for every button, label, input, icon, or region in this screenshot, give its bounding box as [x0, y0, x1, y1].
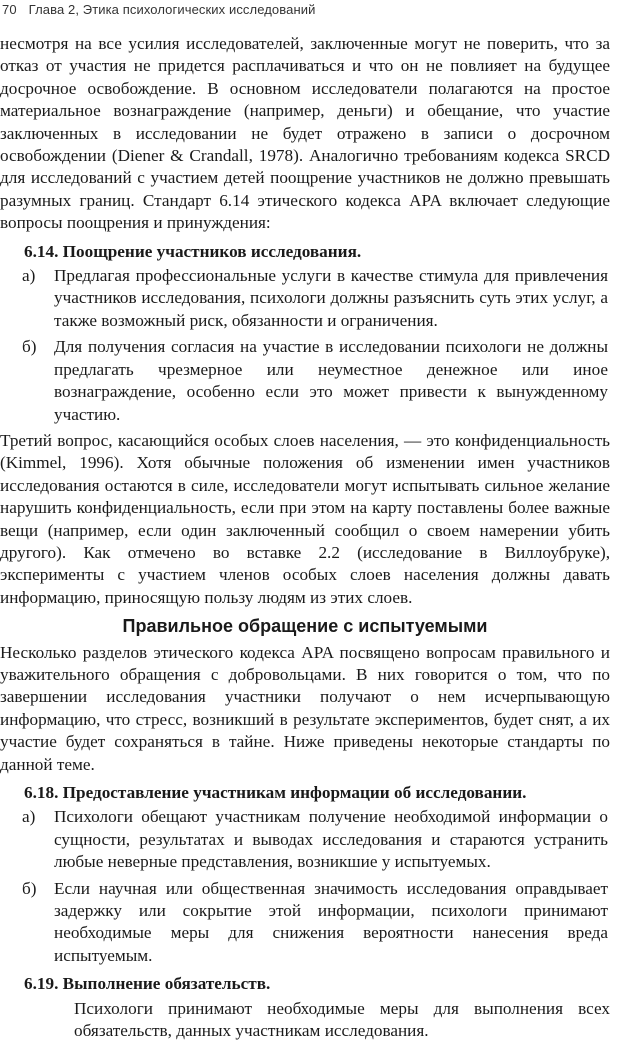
item-text: Если научная или общественная значимость исследования оправдывает задержку или сокрытие этой информации, психологи принимают необходимые меры для снижения вероятности нанесения вреда испытуемым.	[54, 878, 608, 965]
section-heading: Правильное обращение с испытуемыми	[122, 616, 488, 637]
item-marker: а)	[22, 807, 36, 827]
standard-6-18-item-b	[0, 878, 610, 968]
standard-6-19-title: 6.19. Выполнение обязательств.	[24, 974, 271, 994]
page-body	[0, 33, 610, 1042]
item-text: Предлагая профессиональные услуги в качестве стимула для привлечения участников исследования, психологи должны разъяснить суть этих услуг, а также возможный риск, обязанности и ограничения.	[54, 266, 608, 330]
section-paragraph: Несколько разделов этического кодекса APA посвящено вопросам правильного и уважительного обращения с добровольцами. В них говорится о том, что по завершении исследования участники получают о нем исчерпывающую информацию, что стресс, возникший в результате экспериментов, будет снят, а их участие будет сохраняться в тайне. Ниже приведены некоторые стандарты по данной теме.	[0, 642, 610, 774]
item-marker: б)	[22, 878, 37, 898]
standard-6-19-text: Психологи принимают необходимые меры для выполнения всех обязательств, данных участникам исследования.	[74, 998, 610, 1041]
item-marker: а)	[22, 266, 36, 286]
running-title: Глава 2, Этика психологических исследований	[28, 2, 316, 17]
running-header	[2, 2, 315, 17]
item-marker: б)	[22, 337, 37, 357]
standard-6-14-title: 6.14. Поощрение участников исследования.	[24, 241, 362, 261]
third-issue-paragraph: Третий вопрос, касающийся особых слоев населения, — это конфиденциальность (Kimmel, 1996). Хотя обычные положения об изменении имен участников исследования остаются в силе, исследователи могут испытывать сильное желание нарушить конфиденциальность, если при этом на карту поставлены более важные вещи (например, если один заключенный сообщил о своем намерении убить другого). Как отмечено во вставке 2.2 (исследование в Виллоубруке), эксперименты с участием членов особых слоев населения должны давать информацию, приносящую пользу людям из этих слоев.	[0, 430, 610, 607]
standard-6-14-item-b	[0, 336, 610, 426]
page-number: 70	[2, 2, 17, 17]
standard-6-14-item-a	[0, 265, 610, 332]
item-text: Для получения согласия на участие в исследовании психологи не должны предлагать чрезмерное или неуместное денежное или иное вознаграждение, особенно если это может привести к вынужденному участию.	[54, 337, 608, 424]
standard-6-18-title: 6.18. Предоставление участникам информации об исследовании.	[24, 783, 527, 802]
intro-paragraph: несмотря на все усилия исследователей, заключенные могут не поверить, что за отказ от участия не придется расплачиваться и что он не повлияет на будущее досрочное освобождение. В основном исследователи полагаются на простое материальное вознаграждение (например, деньги) и обещание, что участие заключенных в исследовании не будет отражено в записи о досрочном освобождении (Diener & Crandall, 1978). Аналогично требованиям кодекса SRCD для исследований с участием детей поощрение участников не должно превышать разумных границ. Стандарт 6.14 этического кодекса APA включает следующие вопросы поощрения и принуждения:	[0, 34, 610, 233]
standard-6-18-item-a	[0, 806, 610, 873]
item-text: Психологи обещают участникам получение необходимой информации о сущности, результатах и выводах исследования и стараются устранить любые неверные представления, возникшие у испытуемых.	[54, 807, 608, 872]
